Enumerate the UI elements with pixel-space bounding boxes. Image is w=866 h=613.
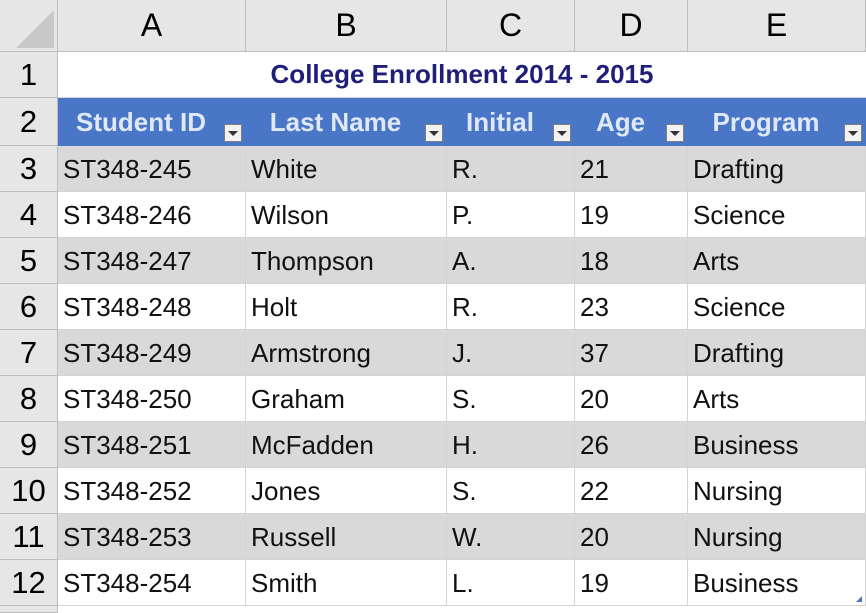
cell-last-name[interactable]: Armstrong xyxy=(246,330,447,376)
row-header-9[interactable]: 9 xyxy=(0,422,58,468)
cell-program[interactable]: Nursing xyxy=(688,468,866,514)
cell-program[interactable]: Business xyxy=(688,560,866,606)
cell-student-id[interactable]: ST348-249 xyxy=(58,330,246,376)
cell-age[interactable]: 26 xyxy=(575,422,688,468)
cell-student-id[interactable]: ST348-253 xyxy=(58,514,246,560)
table-row xyxy=(58,284,866,330)
table-title[interactable]: College Enrollment 2014 - 2015 xyxy=(58,52,866,98)
cell-age[interactable]: 20 xyxy=(575,514,688,560)
filter-dropdown-icon[interactable] xyxy=(844,124,862,142)
cell-age[interactable]: 20 xyxy=(575,376,688,422)
row-header-11[interactable]: 11 xyxy=(0,514,58,560)
row-header-6[interactable]: 6 xyxy=(0,284,58,330)
cell-initial[interactable]: H. xyxy=(447,422,575,468)
row-header-2[interactable]: 2 xyxy=(0,98,58,146)
cell-initial[interactable]: A. xyxy=(447,238,575,284)
header-cell-initial[interactable] xyxy=(447,98,575,146)
filter-dropdown-icon[interactable] xyxy=(224,124,242,142)
cell-student-id[interactable]: ST348-251 xyxy=(58,422,246,468)
header-label: Last Name xyxy=(269,106,402,137)
cell-last-name[interactable]: Smith xyxy=(246,560,447,606)
cell-age[interactable]: 19 xyxy=(575,192,688,238)
cell-initial[interactable]: P. xyxy=(447,192,575,238)
column-header-d[interactable]: D xyxy=(575,0,688,52)
cell-program[interactable]: Science xyxy=(688,284,866,330)
filter-dropdown-icon[interactable] xyxy=(553,124,571,142)
cell-last-name[interactable]: Graham xyxy=(246,376,447,422)
header-label: Age xyxy=(595,106,646,137)
row-header-10[interactable]: 10 xyxy=(0,468,58,514)
table-row xyxy=(58,192,866,238)
table-row xyxy=(58,330,866,376)
cell-last-name[interactable]: Russell xyxy=(246,514,447,560)
table-row xyxy=(58,238,866,284)
header-label: Student ID xyxy=(76,106,206,137)
table-row xyxy=(58,146,866,192)
column-header-e[interactable]: E xyxy=(688,0,866,52)
row-header-4[interactable]: 4 xyxy=(0,192,58,238)
row-header-1[interactable]: 1 xyxy=(0,52,58,98)
row-header-13[interactable] xyxy=(0,606,58,613)
table-row xyxy=(58,514,866,560)
cell-program[interactable]: Arts xyxy=(688,376,866,422)
cell-initial[interactable]: R. xyxy=(447,146,575,192)
filter-dropdown-icon[interactable] xyxy=(425,124,443,142)
cell-last-name[interactable]: Holt xyxy=(246,284,447,330)
row-header-8[interactable]: 8 xyxy=(0,376,58,422)
header-cell-age[interactable] xyxy=(575,98,688,146)
cell-program[interactable]: Business xyxy=(688,422,866,468)
cell-initial[interactable]: W. xyxy=(447,514,575,560)
table-row xyxy=(58,560,866,606)
cell-program[interactable]: Drafting xyxy=(688,330,866,376)
cell-age[interactable]: 21 xyxy=(575,146,688,192)
row-header-3[interactable]: 3 xyxy=(0,146,58,192)
column-header-c[interactable]: C xyxy=(447,0,575,52)
cell-program[interactable]: Nursing xyxy=(688,514,866,560)
header-label: Initial xyxy=(466,106,534,137)
cell-last-name[interactable]: Wilson xyxy=(246,192,447,238)
cell-last-name[interactable]: White xyxy=(246,146,447,192)
cell-initial[interactable]: S. xyxy=(447,376,575,422)
cell-last-name[interactable]: McFadden xyxy=(246,422,447,468)
row-header-7[interactable]: 7 xyxy=(0,330,58,376)
select-all-triangle-icon xyxy=(16,10,54,48)
row-header-5[interactable]: 5 xyxy=(0,238,58,284)
header-label: Program xyxy=(712,106,820,137)
cell-student-id[interactable]: ST348-245 xyxy=(58,146,246,192)
cell-student-id[interactable]: ST348-248 xyxy=(58,284,246,330)
cell-age[interactable]: 23 xyxy=(575,284,688,330)
cell-last-name[interactable]: Thompson xyxy=(246,238,447,284)
cell-student-id[interactable]: ST348-252 xyxy=(58,468,246,514)
cell-initial[interactable]: L. xyxy=(447,560,575,606)
cell-program[interactable]: Drafting xyxy=(688,146,866,192)
cell-age[interactable]: 18 xyxy=(575,238,688,284)
table-header-row xyxy=(58,98,866,146)
cell-last-name[interactable]: Jones xyxy=(246,468,447,514)
table-resize-handle-icon[interactable] xyxy=(856,596,862,602)
cell-age[interactable]: 22 xyxy=(575,468,688,514)
cell-student-id[interactable]: ST348-250 xyxy=(58,376,246,422)
filter-dropdown-icon[interactable] xyxy=(666,124,684,142)
header-cell-program[interactable] xyxy=(688,98,866,146)
cell-program[interactable]: Science xyxy=(688,192,866,238)
table-row xyxy=(58,376,866,422)
cell-program[interactable]: Arts xyxy=(688,238,866,284)
select-all-corner[interactable] xyxy=(0,0,58,52)
cell-initial[interactable]: J. xyxy=(447,330,575,376)
cell-initial[interactable]: S. xyxy=(447,468,575,514)
header-cell-student-id[interactable] xyxy=(58,98,246,146)
header-cell-last-name[interactable] xyxy=(246,98,447,146)
cell-initial[interactable]: R. xyxy=(447,284,575,330)
column-header-a[interactable]: A xyxy=(58,0,246,52)
cell-student-id[interactable]: ST348-247 xyxy=(58,238,246,284)
cell-student-id[interactable]: ST348-254 xyxy=(58,560,246,606)
cell-student-id[interactable]: ST348-246 xyxy=(58,192,246,238)
table-row xyxy=(58,422,866,468)
column-header-b[interactable]: B xyxy=(246,0,447,52)
cell-age[interactable]: 19 xyxy=(575,560,688,606)
table-row xyxy=(58,468,866,514)
cell-age[interactable]: 37 xyxy=(575,330,688,376)
row-header-12[interactable]: 12 xyxy=(0,560,58,606)
